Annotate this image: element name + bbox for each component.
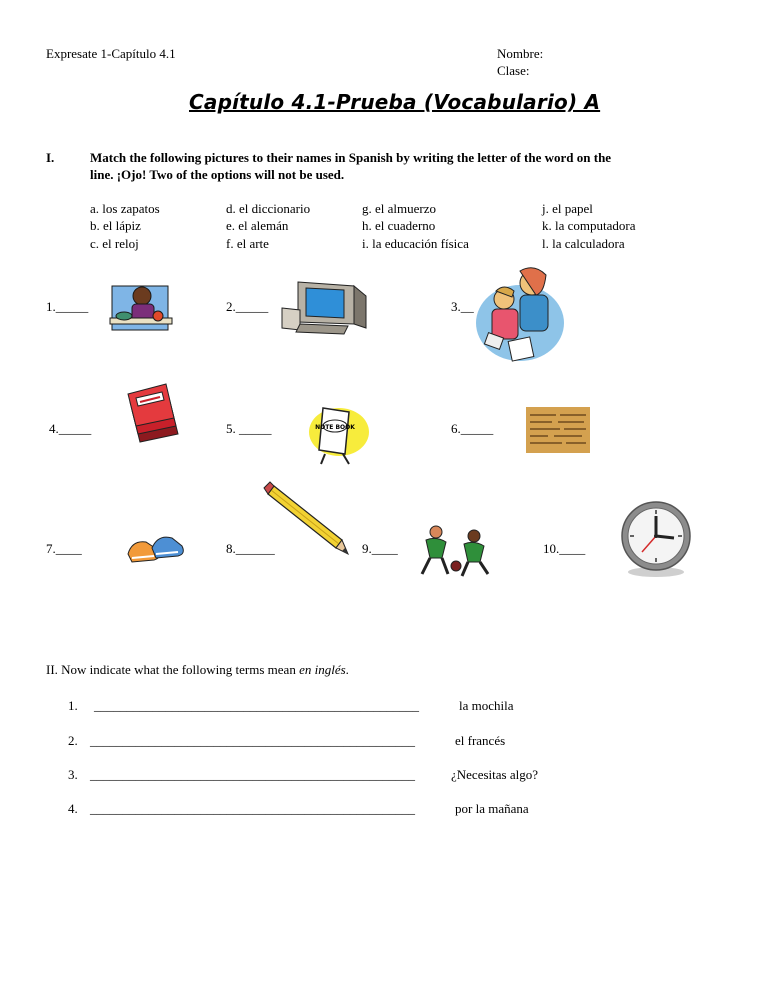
header-course: Expresate 1-Capítulo 4.1: [46, 46, 176, 61]
name-label: Nombre:: [497, 46, 544, 61]
section-2-item-3-answer-line[interactable]: __________________________________________________: [90, 767, 415, 782]
option-b: b. el lápiz: [90, 218, 141, 233]
option-l: l. la calculadora: [542, 236, 625, 251]
shoes-icon: [124, 528, 188, 568]
answer-blank-8[interactable]: 8.______: [226, 541, 275, 556]
section-2-item-4-answer-line[interactable]: __________________________________________________: [90, 801, 415, 816]
option-c: c. el reloj: [90, 236, 139, 251]
answer-blank-10[interactable]: 10.____: [543, 541, 586, 556]
section-2-item-4-term: por la mañana: [455, 801, 529, 816]
page-title: Capítulo 4.1-Prueba (Vocabulario) A: [189, 90, 601, 114]
section-1-instructions-line-2: line. ¡Ojo! Two of the options will not be used.: [90, 167, 345, 182]
paper-stack-icon: [124, 380, 188, 448]
sports-players-icon: [418, 522, 494, 578]
option-e: e. el alemán: [226, 218, 289, 233]
person-eating-icon: [108, 278, 172, 334]
option-f: f. el arte: [226, 236, 269, 251]
answer-blank-5[interactable]: 5. _____: [226, 421, 272, 436]
section-1-numeral: I.: [46, 150, 55, 165]
section-2-item-1-term: la mochila: [459, 698, 514, 713]
section-2-item-2-number: 2.: [68, 733, 78, 748]
section-2-intro: II. Now indicate what the following terms mean en inglés.: [46, 662, 349, 677]
section-2-item-1-number: 1.: [68, 698, 78, 713]
answer-blank-3[interactable]: 3.__: [451, 299, 474, 314]
section-1-instructions-line-1: Match the following pictures to their names in Spanish by writing the letter of the word on the: [90, 150, 612, 165]
class-label: Clase:: [497, 63, 530, 78]
option-g: g. el almuerzo: [362, 201, 436, 216]
section-2-item-1-answer-line[interactable]: __________________________________________________: [94, 698, 419, 713]
clock-icon: [620, 500, 692, 578]
notebook-icon: [303, 402, 371, 466]
dictionary-page-icon: [526, 407, 590, 453]
answer-blank-7[interactable]: 7.____: [46, 541, 82, 556]
answer-blank-6[interactable]: 6._____: [451, 421, 494, 436]
option-j: j. el papel: [542, 201, 593, 216]
section-2-item-3-number: 3.: [68, 767, 78, 782]
answer-blank-1[interactable]: 1._____: [46, 299, 89, 314]
section-2-item-3-term: ¿Necesitas algo?: [451, 767, 538, 782]
section-2-item-4-number: 4.: [68, 801, 78, 816]
option-i: i. la educación física: [362, 236, 469, 251]
section-2-item-2-term: el francés: [455, 733, 506, 748]
option-a: a. los zapatos: [90, 201, 160, 216]
option-k: k. la computadora: [542, 218, 636, 233]
option-d: d. el diccionario: [226, 201, 311, 216]
answer-blank-4[interactable]: 4._____: [49, 421, 92, 436]
section-2-item-2-answer-line[interactable]: __________________________________________________: [90, 733, 415, 748]
answer-blank-2[interactable]: 2._____: [226, 299, 269, 314]
people-art-icon: [474, 265, 566, 369]
computer-icon: [278, 278, 370, 336]
pencil-icon: [262, 482, 348, 554]
svg-text:NOTE BOOK: NOTE BOOK: [315, 424, 355, 431]
answer-blank-9[interactable]: 9.____: [362, 541, 398, 556]
option-h: h. el cuaderno: [362, 218, 436, 233]
